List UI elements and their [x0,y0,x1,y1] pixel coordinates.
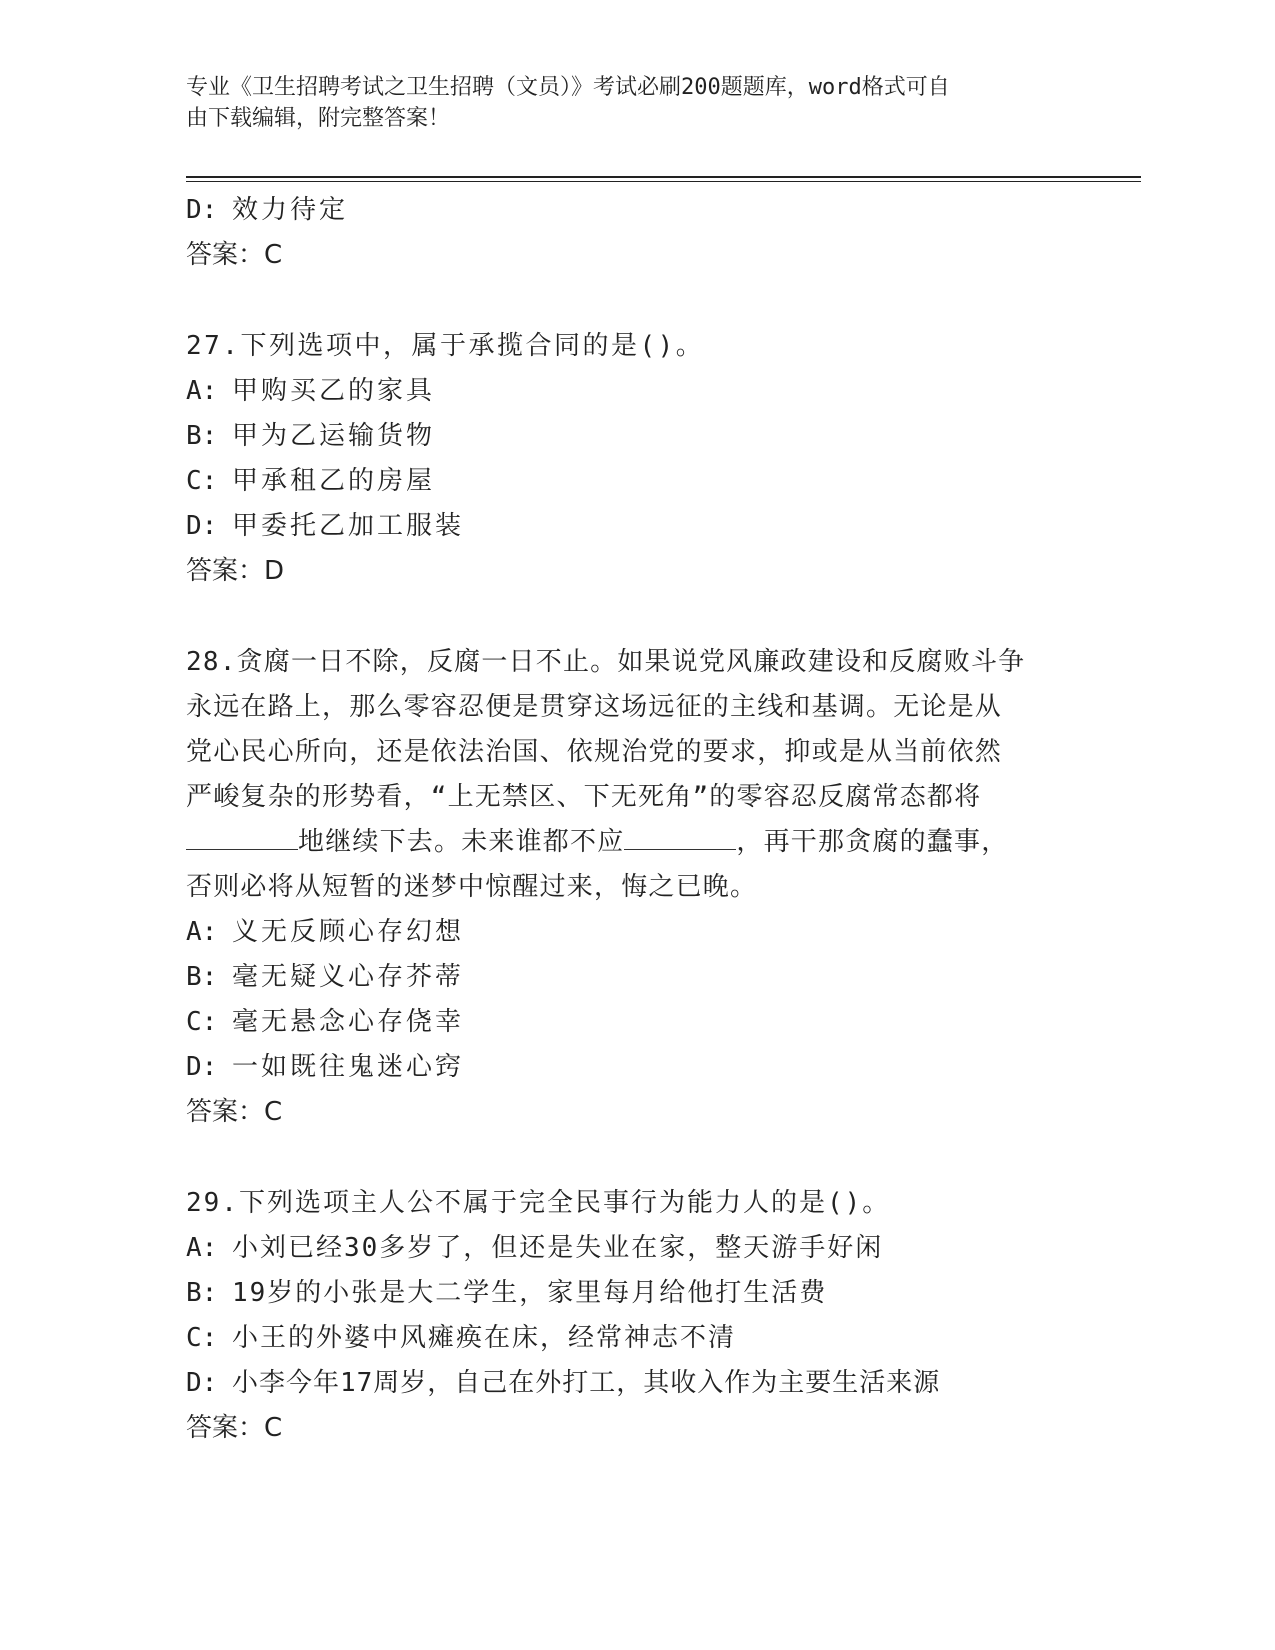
option-text: 效力待定 [232,195,349,225]
question-stem-line: 严峻复杂的形势看，“上无禁区、下无死角”的零容忍反腐常态都将 [186,782,982,812]
question-stem: 29.下列选项主人公不属于完全民事行为能力人的是()。 [186,1188,891,1218]
header-divider-thin [186,181,1141,182]
header-line-2: 由下载编辑，附完整答案！ [186,106,451,131]
question-27 [186,324,1086,594]
option-d [186,504,1086,549]
option-label: C: [186,1007,218,1037]
question-stem-line: 永远在路上，那么零容忍便是贯穿这场远征的主线和基调。无论是从 [186,692,1003,722]
option-text: 小王的外婆中风瘫痪在床，经常神志不清 [232,1323,737,1353]
option-c [186,459,1086,504]
option-a [186,1226,1086,1271]
header-divider [186,176,1141,178]
option-label: A: [186,1233,218,1263]
option-b [186,1271,1086,1316]
question-stem-line: 党心民心所向，还是依法治国、依规治党的要求，抑或是从当前依然 [186,737,1003,767]
option-text: 小李今年17周岁，自己在外打工，其收入作为主要生活来源 [232,1368,941,1398]
option-label: A: [186,917,218,947]
fill-blank [186,827,298,850]
document-header [186,72,1066,134]
option-b [186,414,1086,459]
option-text: 甲承租乙的房屋 [232,466,436,496]
option-d [186,1045,1086,1090]
option-label: C: [186,1323,218,1353]
option-text: 毫无疑义心存芥蒂 [232,962,465,992]
option-label: B: [186,1278,218,1308]
option-text: 小刘已经30多岁了，但还是失业在家，整天游手好闲 [232,1233,884,1263]
option-label: A: [186,376,218,406]
option-d [186,188,1086,233]
option-label: D: [186,195,218,225]
option-text: 毫无悬念心存侥幸 [232,1007,465,1037]
option-label: C: [186,466,218,496]
question-stem-line: 否则必将从短暂的迷梦中惊醒过来，悔之已晚。 [186,872,758,902]
stem-text: ，再干那贪腐的蠢事， [736,827,1009,857]
answer-line: 答案：D [186,556,285,586]
option-a [186,369,1086,414]
option-label: D: [186,1368,218,1398]
option-label: D: [186,1052,218,1082]
fill-blank [624,827,736,850]
option-text: 甲为乙运输货物 [232,421,436,451]
option-d [186,1361,1086,1406]
option-text: 甲委托乙加工服装 [232,511,465,541]
option-label: B: [186,962,218,992]
question-stem-line [186,820,1086,865]
question-stem-line: 28.贪腐一日不除，反腐一日不止。如果说党风廉政建设和反腐败斗争 [186,647,1026,677]
option-label: B: [186,421,218,451]
answer-line: 答案：C [186,1097,283,1127]
option-c [186,1000,1086,1045]
option-text: 一如既往鬼迷心窍 [232,1052,465,1082]
header-line-1: 专业《卫生招聘考试之卫生招聘（文员）》考试必刷200题题库，word格式可自 [186,75,950,100]
answer-line: 答案：C [186,1413,283,1443]
document-body [186,188,1086,1451]
question-28 [186,640,1086,1135]
option-c [186,1316,1086,1361]
option-text: 义无反顾心存幻想 [232,917,465,947]
answer-line: 答案：C [186,240,283,270]
option-text: 甲购买乙的家具 [232,376,436,406]
question-stem: 27.下列选项中，属于承揽合同的是()。 [186,331,705,361]
option-text: 19岁的小张是大二学生，家里每月给他打生活费 [232,1278,828,1308]
question-29 [186,1181,1086,1451]
option-label: D: [186,511,218,541]
option-a [186,910,1086,955]
stem-text: 地继续下去。未来谁都不应 [298,827,625,857]
option-b [186,955,1086,1000]
